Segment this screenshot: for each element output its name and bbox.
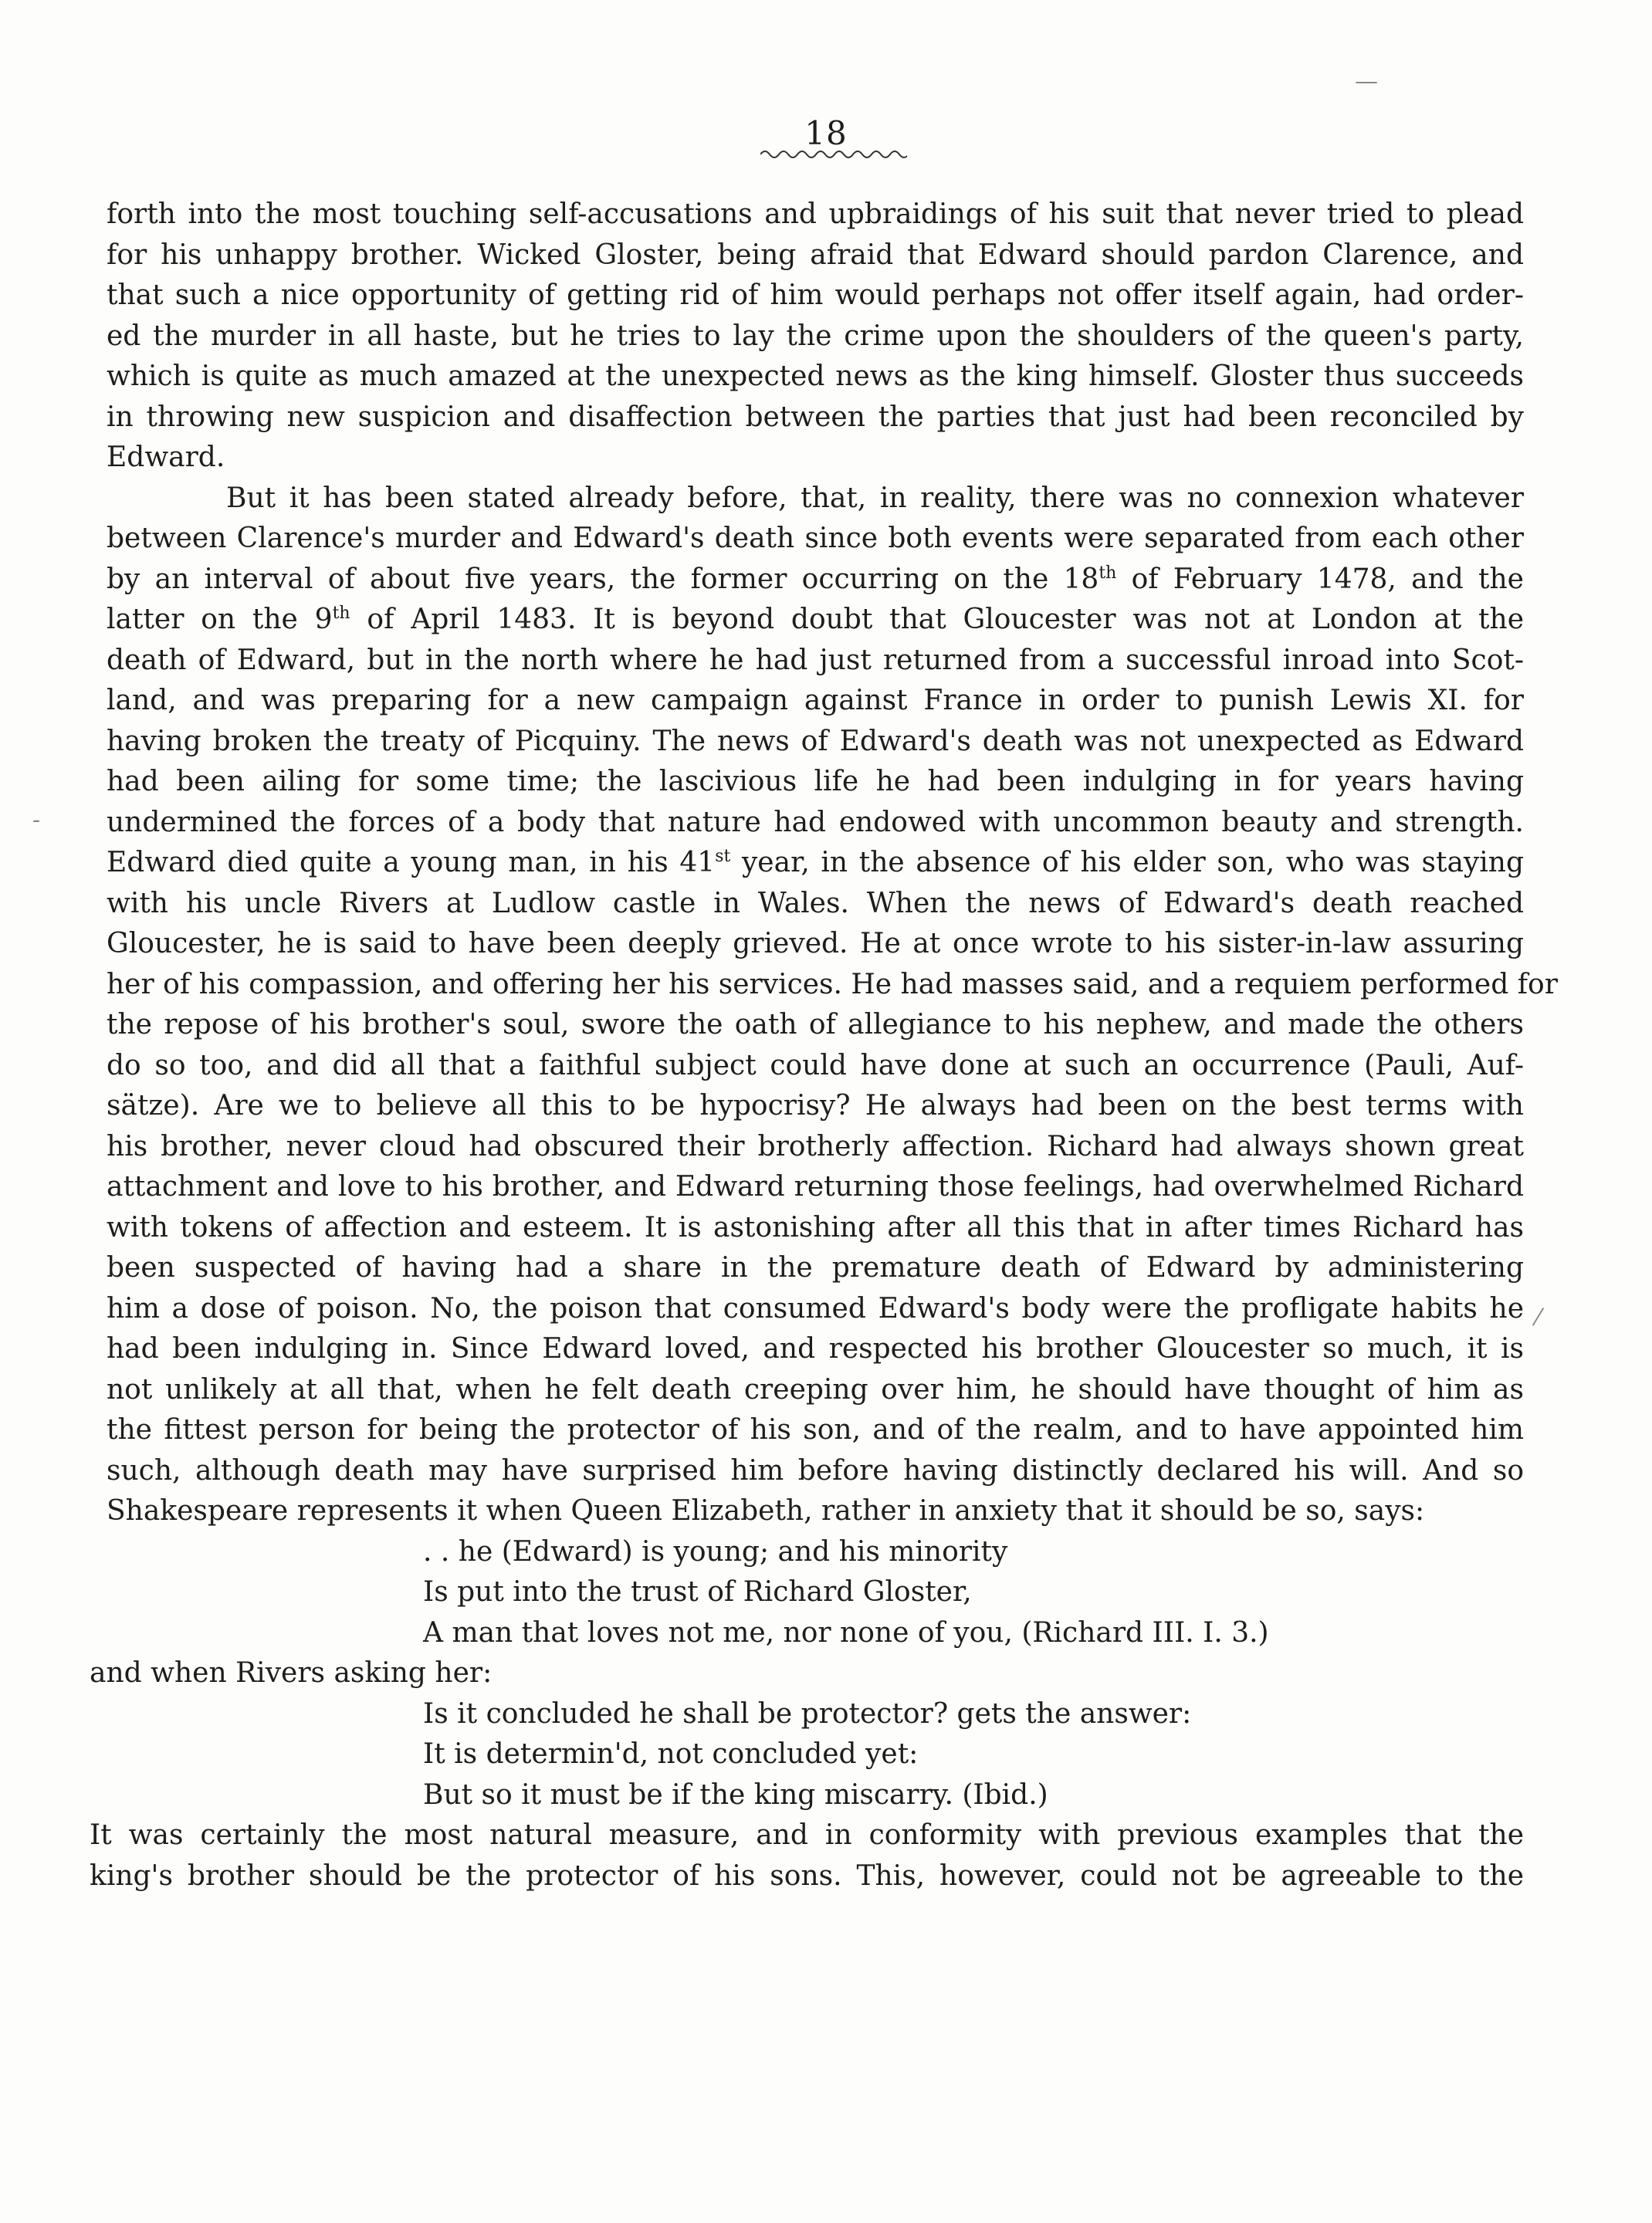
text-line: his brother, never cloud had obscured their brotherly affection. Richard had always shown great [107,1130,1524,1162]
text-line: It was certainly the most natural measure, and in conformity with previous examples that the [90,1819,1524,1851]
text-line: king's brother should be the protector of his sons. This, however, could not be agreeable to the [90,1859,1524,1892]
text-line: between Clarence's murder and Edward's death since both events were separated from each other [107,523,1524,554]
text-line: which is quite as much amazed at the unexpected news as the king himself. Gloster thus succeeds [107,360,1524,392]
text-line: with his uncle Rivers at Ludlow castle in Wales. When the news of Edward's death reached [107,887,1524,919]
text-line [107,600,1524,641]
line-segment: latter on the 9 [107,604,333,635]
text-line: death of Edward, but in the north where he had just returned from a successful inroad into Scot- [107,644,1524,676]
text-line: having broken the treaty of Picquiny. The news of Edward's death was not unexpected as Edward [107,725,1524,757]
text-line: Gloucester, he is said to have been deeply grieved. He at once wrote to his sister-in-law assuring [107,928,1524,959]
line-segment: of April 1483. It is beyond doubt that Gloucester was not at London at the [350,604,1525,635]
line-segment: of February 1478, and the [1116,563,1524,595]
text-line: the repose of his brother's soul, swore the oath of allegiance to his nephew, and made the others [107,1009,1524,1040]
text-line: with tokens of affection and esteem. It is astonishing after all this that in after times Richard has [107,1211,1524,1243]
line-segment: Edward died quite a young man, in his 41 [107,847,716,878]
line-segment: by an interval of about five years, the former occurring on the 18 [107,563,1099,595]
verse-line: Is put into the trust of Richard Gloster, [423,1576,972,1608]
superscript: th [1099,563,1117,583]
superscript: th [332,604,350,623]
text-line: undermined the forces of a body that nature had endowed with uncommon beauty and strength. [107,806,1524,838]
verse-line: Is it concluded he shall be protector? gets the answer: [423,1697,1192,1730]
line-segment: year, in the absence of his elder son, who was staying [730,847,1524,878]
text-line: such, although death may have surprised him before having distinctly declared his will. And so [107,1454,1524,1487]
verse-line: A man that loves not me, nor none of you, (Richard III. I. 3.) [423,1616,1269,1649]
text-line: Edward. [107,442,225,473]
text-line: forth into the most touching self-accusations and upbraidings of his suit that never tried to plead [107,198,1524,230]
margin-mark: ⁄ [1536,1304,1541,1331]
body-text [90,195,1558,1896]
text-line: had been indulging in. Since Edward loved, and respected his brother Gloucester so much, it is [107,1333,1524,1365]
text-line: do so too, and did all that a faithful subject could have done at such an occurrence (Pauli, Auf- [107,1049,1524,1081]
text-line: and when Rivers asking her: [90,1657,493,1689]
text-line [107,843,1524,884]
text-line: But it has been stated already before, that, in reality, there was no connexion whatever [226,482,1524,514]
verse-line: . . he (Edward) is young; and his minority [423,1535,1008,1568]
page-number: 18 [804,114,848,152]
wavy-rule-ornament [760,148,907,161]
text-line: the fittest person for being the protector of his son, and of the realm, and to have appointed him [107,1414,1524,1446]
text-line: Shakespeare represents it when Queen Elizabeth, rather in anxiety that it should be so, says: [107,1495,1425,1527]
text-line: sätze). Are we to believe all this to be hypocrisy? He always had been on the best terms with [107,1090,1524,1122]
verse-line: It is determin'd, not concluded yet: [423,1738,919,1770]
verse-line: But so it must be if the king miscarry. (Ibid.) [423,1778,1048,1811]
text-line: attachment and love to his brother, and Edward returning those feelings, had overwhelmed Richard [107,1171,1524,1203]
superscript: st [715,847,731,866]
margin-mark: — [1355,68,1378,95]
text-line: had been ailing for some time; the lascivious life he had been indulging in for years having [107,766,1524,797]
text-line: ed the murder in all haste, but he tries to lay the crime upon the shoulders of the queen's party, [107,320,1524,352]
text-line: her of his compassion, and offering her his services. He had masses said, and a requiem performed for [107,968,1558,1000]
text-line [107,560,1524,601]
text-line: him a dose of poison. No, the poison that consumed Edward's body were the profligate habits he [107,1292,1524,1325]
text-line: not unlikely at all that, when he felt death creeping over him, he should have thought of him as [107,1373,1524,1406]
text-line: that such a nice opportunity of getting rid of him would perhaps not offer itself again, had order- [107,279,1524,311]
text-line: for his unhappy brother. Wicked Gloster, being afraid that Edward should pardon Clarence, and [107,239,1524,271]
text-line: land, and was preparing for a new campaign against France in order to punish Lewis XI. for [107,685,1524,716]
text-line: been suspected of having had a share in the premature death of Edward by administering [107,1252,1524,1284]
text-line: in throwing new suspicion and disaffection between the parties that just had been reconciled by [107,401,1524,433]
margin-mark: - [32,807,41,834]
